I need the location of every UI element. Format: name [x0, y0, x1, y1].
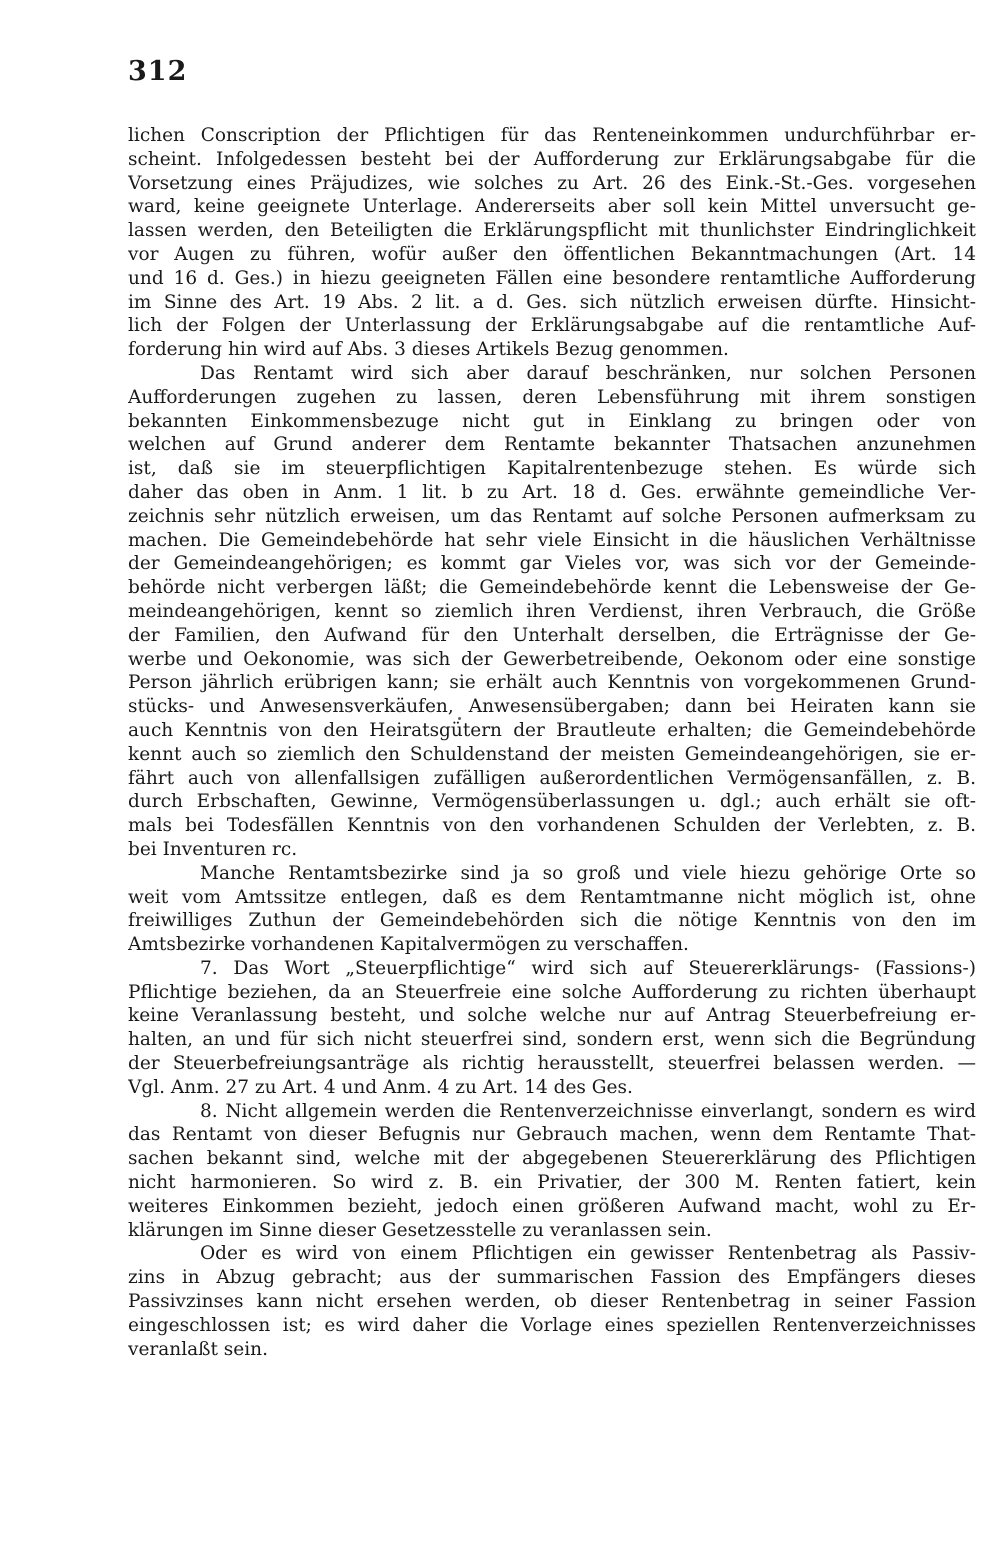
- text-line: welchen auf Grund anderer dem Rentamte bekannter Thatsachen anzunehmen: [128, 434, 976, 456]
- text-line: meindeangehörigen, kennt so ziemlich ihren Verdienst, ihren Verbrauch, die Größe: [128, 600, 976, 622]
- text-line: Vgl. Anm. 27 zu Art. 4 und Anm. 4 zu Art. 14 des Ges.: [128, 1076, 633, 1098]
- text-line: keine Veranlassung besteht, und solche welche nur auf Antrag Steuerbefreiung er-: [128, 1005, 976, 1027]
- text-line: halten, an und für sich nicht steuerfrei sind, sondern erst, wenn sich die Begründung: [128, 1029, 976, 1051]
- text-line: der Gemeindeangehörigen; es kommt gar Vieles vor, was sich vor der Gemeinde-: [128, 553, 976, 575]
- text-line: lich der Folgen der Unterlassung der Erklärungsabgabe auf die rentamtliche Auf-: [128, 315, 976, 337]
- text-line: 8. Nicht allgemein werden die Rentenverzeichnisse einverlangt, sondern es wird: [200, 1100, 976, 1122]
- text-line: werbe und Oekonomie, was sich der Gewerbetreibende, Oekonom oder eine sonstige: [128, 648, 976, 670]
- text-line: lichen Conscription der Pflichtigen für das Renteneinkommen undurchführbar er-: [128, 125, 976, 146]
- text-line: Oder es wird von einem Pflichtigen ein gewisser Rentenbetrag als Passiv-: [200, 1243, 976, 1265]
- text-line: weit vom Amtssitze entlegen, daß es dem Rentamtmanne nicht möglich ist, ohne: [128, 886, 976, 908]
- text-line: ist, daß sie im steuerpflichtigen Kapitalrentenbezuge stehen. Es würde sich: [128, 458, 976, 480]
- text-line: der Steuerbefreiungsanträge als richtig herausstellt, steuerfrei belassen werden. —: [128, 1053, 976, 1075]
- text-line: bekannten Einkommensbezuge nicht gut in Einklang zu bringen oder von: [128, 410, 976, 432]
- text-line: im Sinne des Art. 19 Abs. 2 lit. a d. Ges. sich nützlich erweisen dürfte. Hinsicht-: [128, 291, 976, 313]
- paragraph: [128, 957, 976, 1100]
- text-line: Passivzinses kann nicht ersehen werden, ob dieser Rentenbetrag in seiner Fassion: [128, 1291, 976, 1313]
- paragraph: [128, 124, 976, 362]
- text-line: das Rentamt von dieser Befugnis nur Gebrauch machen, wenn dem Rentamte That-: [128, 1124, 976, 1146]
- text-line: kennt auch so ziemlich den Schuldenstand der meisten Gemeindeangehörigen, sie er-: [128, 743, 976, 765]
- text-line: 7. Das Wort „Steuerpflichtige“ wird sich auf Steuererklärungs- (Fassions-): [200, 957, 976, 979]
- text-line: Manche Rentamtsbezirke sind ja so groß und viele hiezu gehörige Orte so: [200, 862, 976, 884]
- text-line: Pflichtige beziehen, da an Steuerfreie eine solche Aufforderung zu richten überhaupt: [128, 981, 976, 1003]
- text-line: zins in Abzug gebracht; aus der summarischen Fassion des Empfängers dieses: [128, 1267, 976, 1289]
- text-line: eingeschlossen ist; es wird daher die Vorlage eines speziellen Rentenverzeichnisses: [128, 1314, 976, 1336]
- text-line: klärungen im Sinne dieser Gesetzesstelle zu veranlassen sein.: [128, 1219, 712, 1241]
- text-line: Amtsbezirke vorhandenen Kapitalvermögen zu verschaffen.: [128, 934, 689, 956]
- paragraph: [128, 1242, 976, 1361]
- scan-speck: [458, 717, 461, 720]
- text-line: freiwilliges Zuthun der Gemeindebehörden sich die nötige Kenntnis von den im: [128, 910, 976, 932]
- text-line: Vorsetzung eines Präjudizes, wie solches zu Art. 26 des Eink.-St.-Ges. vorgesehen: [128, 172, 976, 194]
- text-line: vor Augen zu führen, wofür außer den öffentlichen Bekanntmachungen (Art. 14: [128, 243, 976, 265]
- text-line: machen. Die Gemeindebehörde hat sehr viele Einsicht in die häuslichen Verhältnisse: [128, 529, 976, 551]
- text-line: zeichnis sehr nützlich erweisen, um das Rentamt auf solche Personen aufmerksam zu: [128, 505, 976, 527]
- text-line: nicht harmonieren. So wird z. B. ein Privatier, der 300 M. Renten fatiert, kein: [128, 1172, 976, 1194]
- paragraph: [128, 862, 976, 957]
- text-line: scheint. Infolgedessen besteht bei der Aufforderung zur Erklärungsabgabe für die: [128, 148, 976, 170]
- paragraph: [128, 1100, 976, 1243]
- text-line: Das Rentamt wird sich aber darauf beschränken, nur solchen Personen: [200, 362, 976, 384]
- text-line: mals bei Todesfällen Kenntnis von den vorhandenen Schulden der Verlebten, z. B.: [128, 815, 976, 837]
- text-line: auch Kenntnis von den Heiratsgütern der Brautleute erhalten; die Gemeindebehörde: [128, 719, 976, 741]
- text-line: behörde nicht verbergen läßt; die Gemeindebehörde kennt die Lebensweise der Ge-: [128, 577, 976, 599]
- paragraph: [128, 362, 976, 862]
- text-line: stücks- und Anwesensverkäufen, Anwesensübergaben; dann bei Heiraten kann sie: [128, 696, 976, 718]
- text-line: fährt auch von allenfallsigen zufälligen außerordentlichen Vermögensanfällen, z. B.: [128, 767, 976, 789]
- page-number: 312: [128, 56, 188, 87]
- text-line: weiteres Einkommen bezieht, jedoch einen größeren Aufwand macht, wohl zu Er-: [128, 1195, 976, 1217]
- text-line: daher das oben in Anm. 1 lit. b zu Art. 18 d. Ges. erwähnte gemeindliche Ver-: [128, 481, 976, 503]
- text-line: veranlaßt sein.: [128, 1338, 268, 1360]
- text-line: der Familien, den Aufwand für den Unterhalt derselben, die Erträgnisse der Ge-: [128, 624, 976, 646]
- text-line: lassen werden, den Beteiligten die Erklärungspflicht mit thunlichster Eindringlichkeit: [128, 220, 976, 242]
- text-line: Person jährlich erübrigen kann; sie erhält auch Kenntnis von vorgekommenen Grund-: [128, 672, 976, 694]
- text-line: sachen bekannt sind, welche mit der abgegebenen Steuererklärung des Pflichtigen: [128, 1148, 976, 1170]
- body-text: [128, 124, 976, 1361]
- text-line: ward, keine geeignete Unterlage. Andererseits aber soll kein Mittel unversucht ge-: [128, 196, 976, 218]
- text-line: durch Erbschaften, Gewinne, Vermögensüberlassungen u. dgl.; auch erhält sie oft-: [128, 791, 976, 813]
- text-line: bei Inventuren rc.: [128, 838, 298, 860]
- text-line: Aufforderungen zugehen zu lassen, deren Lebensführung mit ihrem sonstigen: [128, 386, 976, 408]
- text-line: forderung hin wird auf Abs. 3 dieses Artikels Bezug genommen.: [128, 339, 729, 361]
- text-line: und 16 d. Ges.) in hiezu geeigneten Fällen eine besondere rentamtliche Aufforderung: [128, 267, 976, 289]
